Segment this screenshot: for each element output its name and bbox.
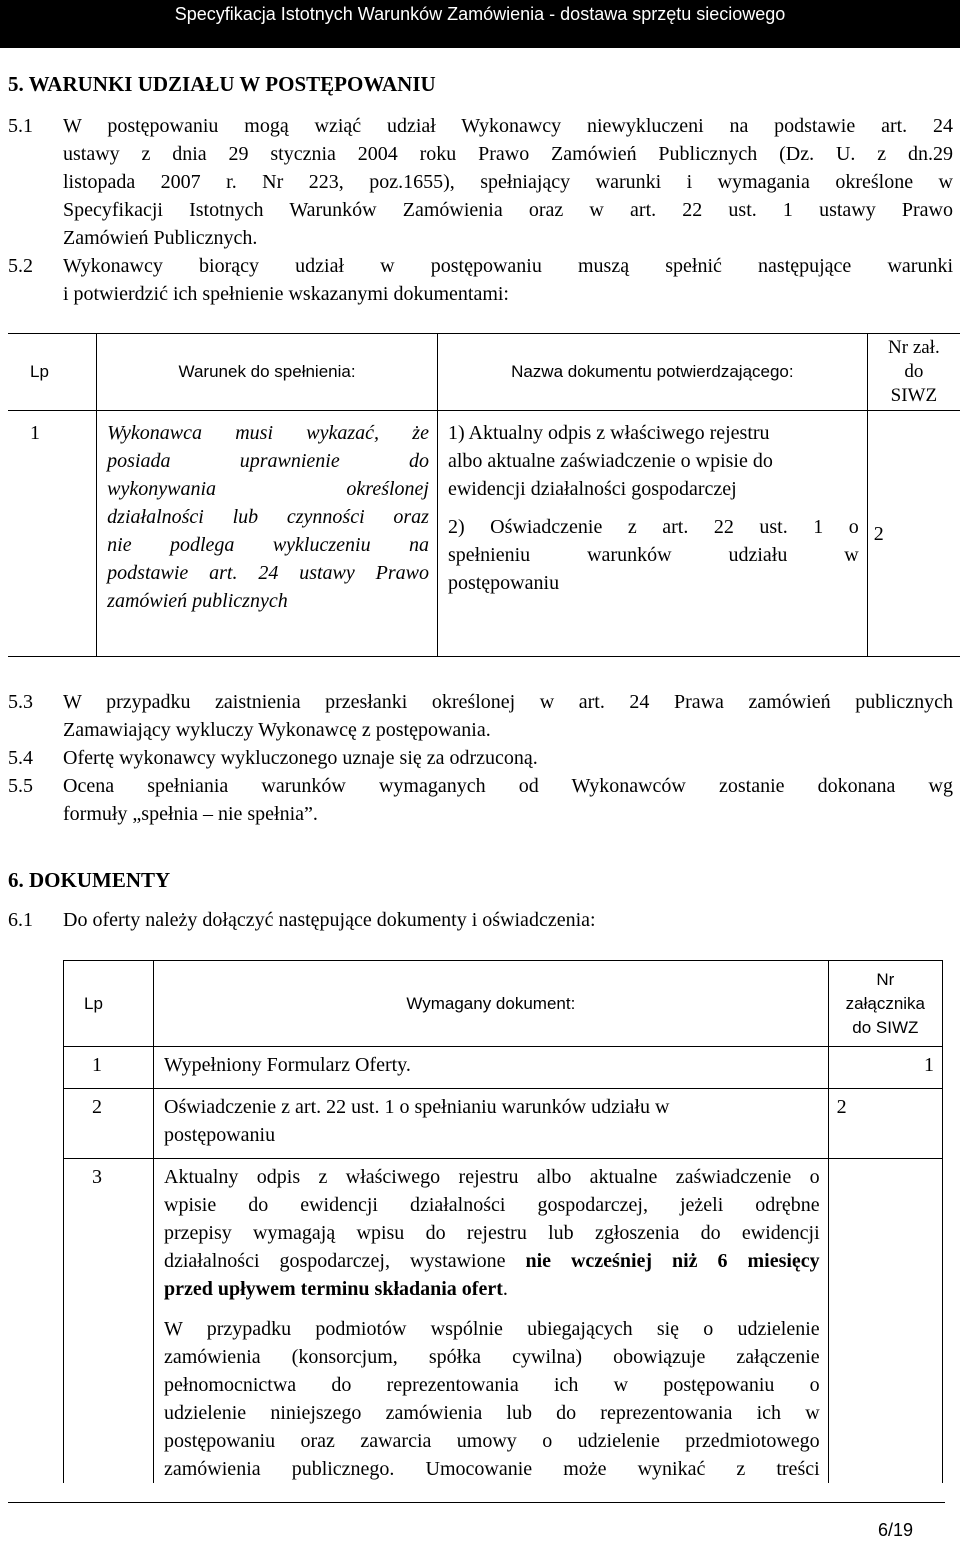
para-5-4-number: 5.4 — [8, 747, 33, 769]
t2-th-lp: Lp — [64, 961, 154, 1047]
table-row: 1 Wypełniony Formularz Oferty. 1 — [64, 1047, 943, 1089]
para-5-1: W postępowaniu mogą wziąć udział Wykonawcy niewykluczeni na podstawie art. 24 ustawy z dnia 29 stycznia 2004 roku Prawo Zamówień Publicznych (Dz. U. z dn.29 listopada 2007 r. Nr 223, poz.1655), spełniający warunki i wymagania określone w Specyfikacji Istotnych Warunków Zamówienia oraz w art. 22 ust. 1 ustawy Prawo Zamówień Publicznych. — [63, 115, 953, 249]
para-5-2: Wykonawcy biorący udział w postępowaniu muszą spełnić następujące warunki i potwierdzić ich spełnienie wskazanymi dokumentami: — [63, 255, 953, 305]
t1-attachment: 2 — [867, 411, 960, 657]
para-6-1: Do oferty należy dołączyć następujące dokumenty i oświadczenia: — [63, 909, 596, 931]
conditions-table — [8, 333, 960, 657]
documents-table — [63, 960, 943, 1483]
t2-th-document: Wymagany dokument: — [154, 961, 829, 1047]
page-number: 6/19 — [878, 1520, 914, 1540]
para-5-1-number: 5.1 — [8, 115, 33, 137]
table-row: 3 Aktualny odpis z właściwego rejestru albo aktualne zaświadczenie o wpisie do ewidencji działalności gospodarczej, jeżeli odrębne przepisy wymagają wpisu do rejestru lub zgłoszenia do ewidencji działalności gospodarczej, wystawione nie wcześniej niż 6 miesięcy przed upływem terminu składania ofert. W przypadku podmiotów wspólnie ubiegających się o udzielenie zamówienia (konsorcjum, spółka cywilna) obowiązuje załączenie pełnomocnictwa do reprezentowania ich w postępowaniu o udzielenie niniejszego zamówienia lub do reprezentowania ich w postępowaniu oraz zawarcia umowy o udzielenie przedmiotowego zamówienia publicznego. Umocowanie może wynikać z treści — [64, 1159, 943, 1484]
document-title: Specyfikacja Istotnych Warunków Zamówienia - dostawa sprzętu sieciowego — [174, 4, 786, 24]
th-document: Nazwa dokumentu potwierdzającego: — [437, 334, 867, 411]
th-condition: Warunek do spełnienia: — [97, 334, 438, 411]
section-5-heading: 5. WARUNKI UDZIAŁU W POSTĘPOWANIU — [8, 72, 436, 96]
th-lp: Lp — [8, 334, 97, 411]
para-5-3-number: 5.3 — [8, 691, 33, 713]
t1-documents: 1) Aktualny odpis z właściwego rejestru albo aktualne zaświadczenie o wpisie do ewidencji działalności gospodarczej 2) Oświadczenie z art. 22 ust. 1 o spełnieniu warunków udziału w postępowaniu — [437, 411, 867, 657]
t1-lp: 1 — [8, 411, 97, 657]
section-6-heading: 6. DOKUMENTY — [8, 868, 171, 892]
para-5-5: Ocena spełniania warunków wymaganych od Wykonawców zostanie dokonana wg formuły „spełnia – nie spełnia”. — [63, 775, 953, 825]
th-attachment: Nr zał. do SIWZ — [867, 334, 960, 411]
para-6-1-number: 6.1 — [8, 909, 33, 931]
t2-th-attachment: Nr załącznika do SIWZ — [828, 961, 942, 1047]
para-5-2-number: 5.2 — [8, 255, 33, 277]
para-5-5-number: 5.5 — [8, 775, 33, 797]
para-5-3: W przypadku zaistnienia przesłanki określonej w art. 24 Prawa zamówień publicznych Zamawiający wykluczy Wykonawcę z postępowania. — [63, 691, 953, 741]
para-5-4: Ofertę wykonawcy wykluczonego uznaje się za odrzuconą. — [63, 747, 538, 769]
t1-condition: Wykonawca musi wykazać, że posiada uprawnienie do wykonywania określonej działalności lub czynności oraz nie podlega wykluczeniu na podstawie art. 24 ustawy Prawo zamówień publicznych — [97, 411, 438, 657]
table-row: 2 Oświadczenie z art. 22 ust. 1 o spełnianiu warunków udziału w postępowaniu 2 — [64, 1089, 943, 1159]
footer-divider — [8, 1502, 945, 1503]
